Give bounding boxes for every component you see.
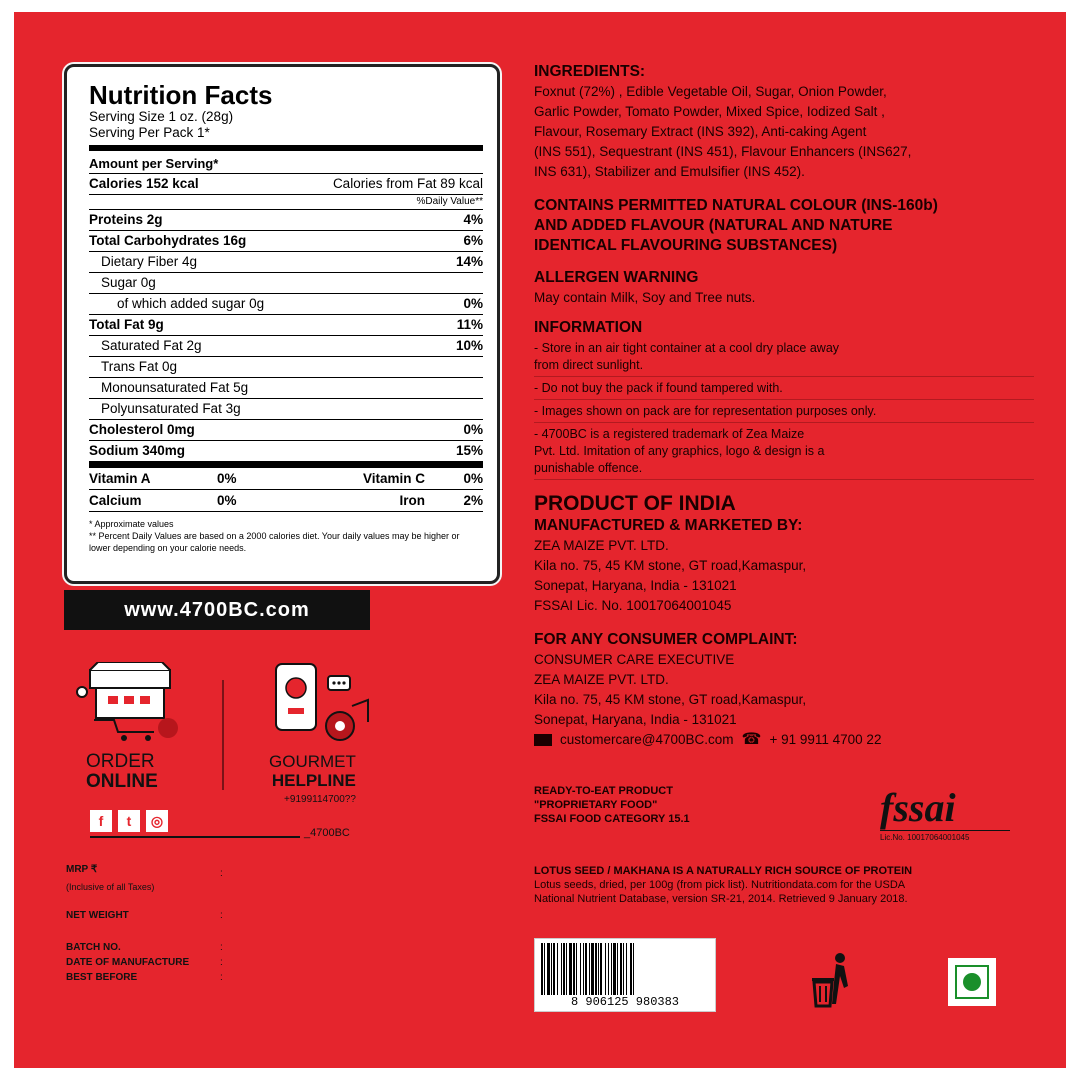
footnote-approx: * Approximate values: [89, 519, 174, 529]
best-before-label: BEST BEFORE: [66, 972, 138, 983]
contains-line: IDENTICAL FLAVOURING SUBSTANCES): [534, 237, 838, 254]
nutrient-row: [89, 378, 483, 399]
complaint-address: [534, 650, 1054, 730]
barcode-bar: [626, 943, 627, 995]
barcode-bar: [541, 943, 543, 995]
allergen-text: May contain Milk, Soy and Tree nuts.: [534, 290, 756, 305]
vitamin-label: Vitamin C: [362, 471, 425, 486]
nutrient-row: [89, 315, 483, 336]
vitamin-label: Calcium: [89, 493, 142, 508]
vitamin-value: 0%: [217, 493, 237, 508]
gourmet-helpline[interactable]: [269, 752, 356, 809]
nutrient-label: Polyunsaturated Fat 3g: [101, 401, 241, 416]
information-heading: INFORMATION: [534, 319, 643, 336]
customer-phone[interactable]: + 91 9911 4700 22: [769, 732, 882, 747]
helpline-line1: GOURMET: [269, 752, 356, 771]
veg-symbol-icon: [948, 958, 996, 1006]
origin-section: [534, 492, 1054, 616]
barcode-bar: [573, 943, 575, 995]
barcode-bar: [547, 943, 550, 995]
vitamin-row: [89, 490, 483, 512]
protein-heading: LOTUS SEED / MAKHANA IS A NATURALLY RICH SOURCE OF PROTEIN: [534, 865, 913, 877]
batch-label: BATCH NO.: [66, 942, 121, 953]
dispose-bin-icon: [810, 952, 854, 1008]
vitamin-value: 0%: [217, 471, 237, 486]
complaint-line: CONSUMER CARE EXECUTIVE: [534, 652, 735, 667]
nutrient-label: of which added sugar 0g: [117, 296, 265, 311]
ingredients-text: [534, 82, 1054, 182]
manufacturer-heading: MANUFACTURED & MARKETED BY:: [534, 517, 803, 534]
vitamin-label: Vitamin A: [89, 471, 151, 486]
manufacturer-address: [534, 536, 1054, 616]
protein-line: National Nutrient Database, version SR-21, 2014. Retrieved 9 January 2018.: [534, 893, 908, 905]
nutrient-label: Total Carbohydrates 16g: [89, 233, 247, 248]
vitamin-rows: [89, 468, 483, 512]
ingredient-line: Foxnut (72%) , Edible Vegetable Oil, Sugar, Onion Powder,: [534, 84, 887, 99]
net-weight-label: NET WEIGHT: [66, 910, 129, 921]
twitter-icon[interactable]: t: [118, 810, 140, 832]
barcode-bar: [569, 943, 572, 995]
nutrient-row: [89, 231, 483, 252]
mfg-colon: :: [220, 957, 223, 968]
protein-source-text: [534, 878, 1054, 906]
serving-size: Serving Size 1 oz. (28g): [89, 109, 234, 124]
nutrient-row: [89, 441, 483, 462]
helpline-line2: HELPLINE: [271, 771, 356, 790]
barcode-bar: [589, 943, 590, 995]
barcode-bar: [544, 943, 545, 995]
nutrient-dv: 0%: [463, 422, 483, 437]
protein-note-section: [534, 864, 1054, 906]
nutrient-label: Saturated Fat 2g: [101, 338, 202, 353]
information-list: [534, 340, 1034, 480]
nutrition-title: Nutrition Facts: [89, 80, 273, 110]
order-line2: ONLINE: [86, 771, 158, 792]
barcode-bar: [576, 943, 577, 995]
allergen-heading: ALLERGEN WARNING: [534, 269, 699, 286]
nutrient-row: [89, 252, 483, 273]
veg-dot: [963, 973, 981, 991]
nutrient-label: Dietary Fiber 4g: [101, 254, 198, 269]
footnote: [89, 518, 483, 554]
ingredient-line: (INS 551), Sequestrant (INS 451), Flavour Enhancers (INS627,: [534, 144, 912, 159]
barcode-bar: [557, 943, 558, 995]
barcode-bar: [585, 943, 587, 995]
pack-back-panel: [14, 12, 1066, 1068]
barcode-bar: [633, 943, 634, 995]
manufacturer-line: ZEA MAIZE PVT. LTD.: [534, 538, 669, 553]
nutrient-rows: [89, 210, 483, 462]
nutrient-dv: 10%: [455, 338, 483, 353]
helpline-phone-icon: [272, 662, 372, 746]
nutrient-row: [89, 399, 483, 420]
footnote-dv: ** Percent Daily Values are based on a 2000 calories diet. Your daily values may be higher or lower depending on your calorie needs.: [89, 531, 460, 553]
contains-text: [534, 196, 1054, 256]
nutrition-facts-box: [64, 64, 500, 584]
product-type-line: "PROPRIETARY FOOD": [534, 799, 658, 811]
barcode-bar: [613, 943, 616, 995]
protein-line: Lotus seeds, dried, per 100g (from pick list). Nutritiondata.com for the USDA: [534, 879, 906, 891]
nutrient-row: [89, 357, 483, 378]
barcode-bar: [563, 943, 565, 995]
vitamin-row: [89, 468, 483, 490]
fssai-logo: [880, 785, 1010, 862]
barcode-bar: [623, 943, 624, 995]
barcode-bar: [561, 943, 562, 995]
best-before-colon: :: [220, 972, 223, 983]
nutrient-label: Sodium 340mg: [89, 443, 186, 458]
nutrient-row: [89, 336, 483, 357]
ingredients-heading: INGREDIENTS:: [534, 63, 646, 80]
nutrient-dv: 15%: [455, 443, 483, 458]
instagram-icon[interactable]: ◎: [146, 810, 168, 832]
nutrient-label: Cholesterol 0mg: [89, 422, 195, 437]
barcode-bar: [580, 943, 581, 995]
product-type-line: READY-TO-EAT PRODUCT: [534, 785, 673, 797]
information-item: - 4700BC is a registered trademark of Zea Maize Pvt. Ltd. Imitation of any graphics, logo & design is a punishable offence.: [534, 426, 1034, 480]
contains-line: CONTAINS PERMITTED NATURAL COLOUR (INS-160b): [534, 197, 938, 214]
facebook-icon[interactable]: f: [90, 810, 112, 832]
barcode-bar: [595, 943, 597, 995]
product-type-section: [534, 784, 834, 826]
barcode-bars: [539, 943, 711, 995]
mrp-note: (Inclusive of all Taxes): [66, 882, 155, 892]
email-icon: [534, 734, 552, 746]
barcode-bar: [553, 943, 555, 995]
phone-icon: ☎: [741, 731, 762, 748]
ingredient-line: Flavour, Rosemary Extract (INS 392), Anti-caking Agent: [534, 124, 867, 139]
social-underline: [90, 836, 300, 838]
complaint-line: ZEA MAIZE PVT. LTD.: [534, 672, 669, 687]
barcode-number: 8 906125 980383: [570, 995, 680, 1009]
complaint-line: Kila no. 75, 45 KM stone, GT road,Kamaspur,: [534, 692, 807, 707]
barcode-bar: [605, 943, 606, 995]
contains-line: AND ADDED FLAVOUR (NATURAL AND NATURE: [534, 217, 893, 234]
shop-cart-icon: [74, 662, 184, 742]
information-item: - Do not buy the pack if found tampered with.: [534, 380, 1034, 400]
daily-value-header: %Daily Value**: [89, 195, 483, 210]
calories-label: Calories 152 kcal: [89, 176, 199, 191]
complaint-line: Sonepat, Haryana, India - 131021: [534, 712, 737, 727]
barcode-bar: [600, 943, 602, 995]
allergen-section: [534, 268, 755, 308]
information-item: - Store in an air tight container at a cool dry place away from direct sunlight.: [534, 340, 1034, 377]
nutrient-row: [89, 210, 483, 231]
barcode: [534, 938, 716, 1012]
information-item: - Images shown on pack are for representation purposes only.: [534, 403, 1034, 423]
barcode-bar: [611, 943, 612, 995]
nutrient-dv: 14%: [455, 254, 483, 269]
nutrient-dv: 6%: [463, 233, 483, 248]
complaint-heading: FOR ANY CONSUMER COMPLAINT:: [534, 631, 798, 648]
vitamin-label: Iron: [399, 493, 425, 508]
contains-colour-section: [534, 196, 1054, 256]
nutrient-label: Monounsaturated Fat 5g: [101, 380, 249, 395]
nutrient-dv: 0%: [463, 296, 483, 311]
nutrient-row: [89, 420, 483, 441]
website-banner[interactable]: www.4700BC.com: [64, 590, 370, 630]
nutrient-label: Sugar 0g: [101, 275, 156, 290]
calories-from-fat: Calories from Fat 89 kcal: [332, 176, 483, 191]
product-origin: PRODUCT OF INDIA: [534, 492, 736, 515]
nutrient-row: [89, 294, 483, 315]
ingredient-line: Garlic Powder, Tomato Powder, Mixed Spice, Iodized Salt ,: [534, 104, 885, 119]
mrp-colon: :: [220, 868, 223, 879]
contact-row: [534, 730, 1054, 750]
social-links: [90, 810, 168, 832]
vitamin-value: 0%: [463, 471, 483, 486]
barcode-bar: [617, 943, 618, 995]
product-type-text: [534, 784, 834, 826]
barcode-bar: [620, 943, 622, 995]
mfg-label: DATE OF MANUFACTURE: [66, 957, 190, 968]
barcode-bar: [551, 943, 552, 995]
calories-row: [89, 173, 483, 195]
barcode-bar: [630, 943, 632, 995]
net-weight-colon: :: [220, 910, 223, 921]
nutrient-row: [89, 273, 483, 294]
barcode-bar: [598, 943, 599, 995]
divider: [89, 145, 483, 151]
manufacturer-line: Kila no. 75, 45 KM stone, GT road,Kamaspur,: [534, 558, 807, 573]
order-line1: ORDER: [86, 751, 155, 772]
fssai-license: Lic.No. 10017064001045: [880, 830, 1010, 842]
barcode-bar: [608, 943, 609, 995]
nutrient-label: Trans Fat 0g: [101, 359, 178, 374]
barcode-bar: [566, 943, 567, 995]
ingredients-section: [534, 62, 1054, 182]
barcode-bar: [591, 943, 594, 995]
mrp-label: MRP ₹: [66, 864, 98, 875]
barcode-bar: [583, 943, 584, 995]
order-online-label[interactable]: [86, 752, 158, 792]
amount-per-serving: Amount per Serving*: [89, 156, 219, 171]
manufacturer-line: FSSAI Lic. No. 10017064001045: [534, 598, 732, 613]
ingredient-line: INS 631), Stabilizer and Emulsifier (INS 452).: [534, 164, 805, 179]
nutrient-dv: 4%: [463, 212, 483, 227]
serving-per-pack: Serving Per Pack 1*: [89, 125, 210, 140]
fssai-wordmark: fssai: [880, 785, 956, 830]
manufacturer-line: Sonepat, Haryana, India - 131021: [534, 578, 737, 593]
nutrient-label: Proteins 2g: [89, 212, 163, 227]
complaint-section: [534, 630, 1054, 750]
product-type-line: FSSAI FOOD CATEGORY 15.1: [534, 813, 690, 825]
nutrient-label: Total Fat 9g: [89, 317, 164, 332]
vertical-divider: [222, 680, 224, 790]
information-section: [534, 318, 1034, 483]
batch-colon: :: [220, 942, 223, 953]
customer-email[interactable]: customercare@4700BC.com: [560, 732, 734, 747]
social-handle: _4700BC: [304, 827, 350, 839]
nutrient-dv: 11%: [456, 317, 483, 332]
vitamin-value: 2%: [463, 493, 483, 508]
helpline-number: +9199114700??: [284, 794, 356, 805]
